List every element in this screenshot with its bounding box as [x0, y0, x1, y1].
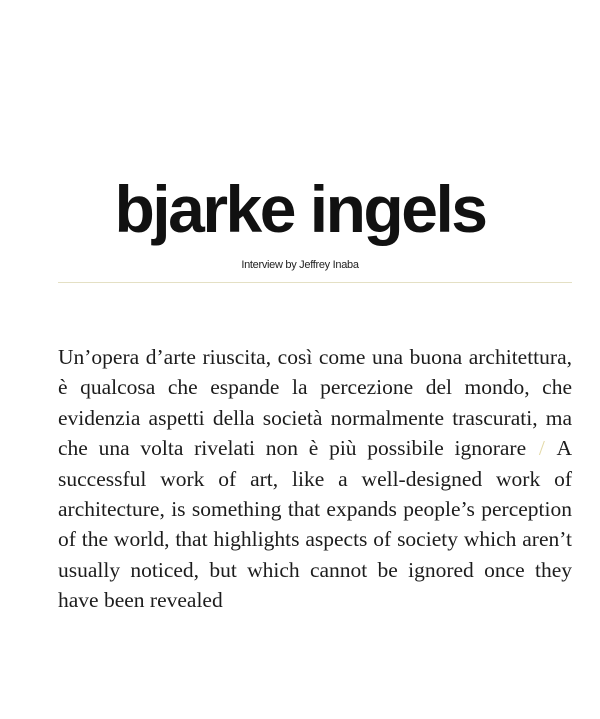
language-separator: /	[538, 436, 545, 461]
article-title: bjarke ingels	[114, 172, 486, 246]
divider-rule	[58, 282, 572, 283]
quote-italian: Un’opera d’arte riuscita, così come una buona architettura, è qualcosa che espande la percezione del mondo, che evidenzia aspetti della società normalmente trascurati, ma che una volta rivelati non è più possibile ignorare	[58, 345, 572, 461]
quote-english: A successful work of art, like a well-designed work of architecture, is something that expands people’s perception of the world, that highlights aspects of society which aren’t usually noticed, but which cannot be ignored once they have been revealed	[58, 436, 572, 613]
article-byline: Interview by Jeffrey Inaba	[241, 259, 359, 271]
pull-quote	[58, 342, 572, 616]
